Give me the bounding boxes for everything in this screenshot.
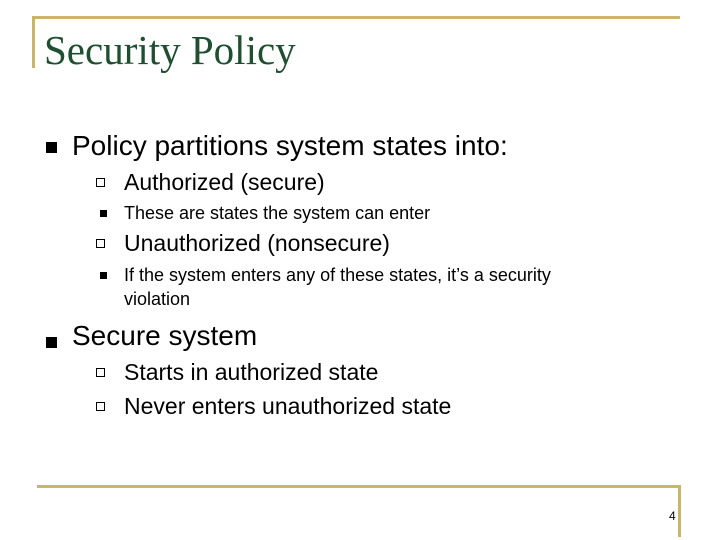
bullet-security-violation-line1: If the system enters any of these states, it’s a security (124, 265, 551, 285)
bullet-security-violation-line2: violation (124, 289, 191, 309)
bullet-states-can-enter: These are states the system can enter (124, 203, 431, 223)
square-bullet-icon (100, 272, 107, 279)
square-bullet-icon (46, 337, 57, 348)
bullet-starts-authorized: Starts in authorized state (124, 359, 379, 385)
square-bullet-icon (100, 210, 107, 217)
left-accent-rule (32, 16, 35, 68)
bullet-secure-system: Secure system (72, 320, 258, 351)
bullet-never-unauthorized: Never enters unauthorized state (124, 393, 452, 419)
slide-title: Security Policy (44, 27, 296, 73)
bullet-authorized: Authorized (secure) (124, 169, 325, 195)
square-bullet-icon (46, 142, 57, 153)
top-accent-rule (32, 16, 680, 19)
bullet-unauthorized: Unauthorized (nonsecure) (124, 230, 390, 256)
right-accent-rule (678, 485, 681, 537)
hollow-square-bullet-icon (96, 368, 105, 377)
bullet-policy-partitions: Policy partitions system states into: (72, 130, 508, 161)
hollow-square-bullet-icon (96, 402, 105, 411)
hollow-square-bullet-icon (96, 178, 105, 187)
hollow-square-bullet-icon (96, 239, 105, 248)
page-number: 4 (669, 509, 676, 523)
bottom-accent-rule (37, 485, 681, 488)
